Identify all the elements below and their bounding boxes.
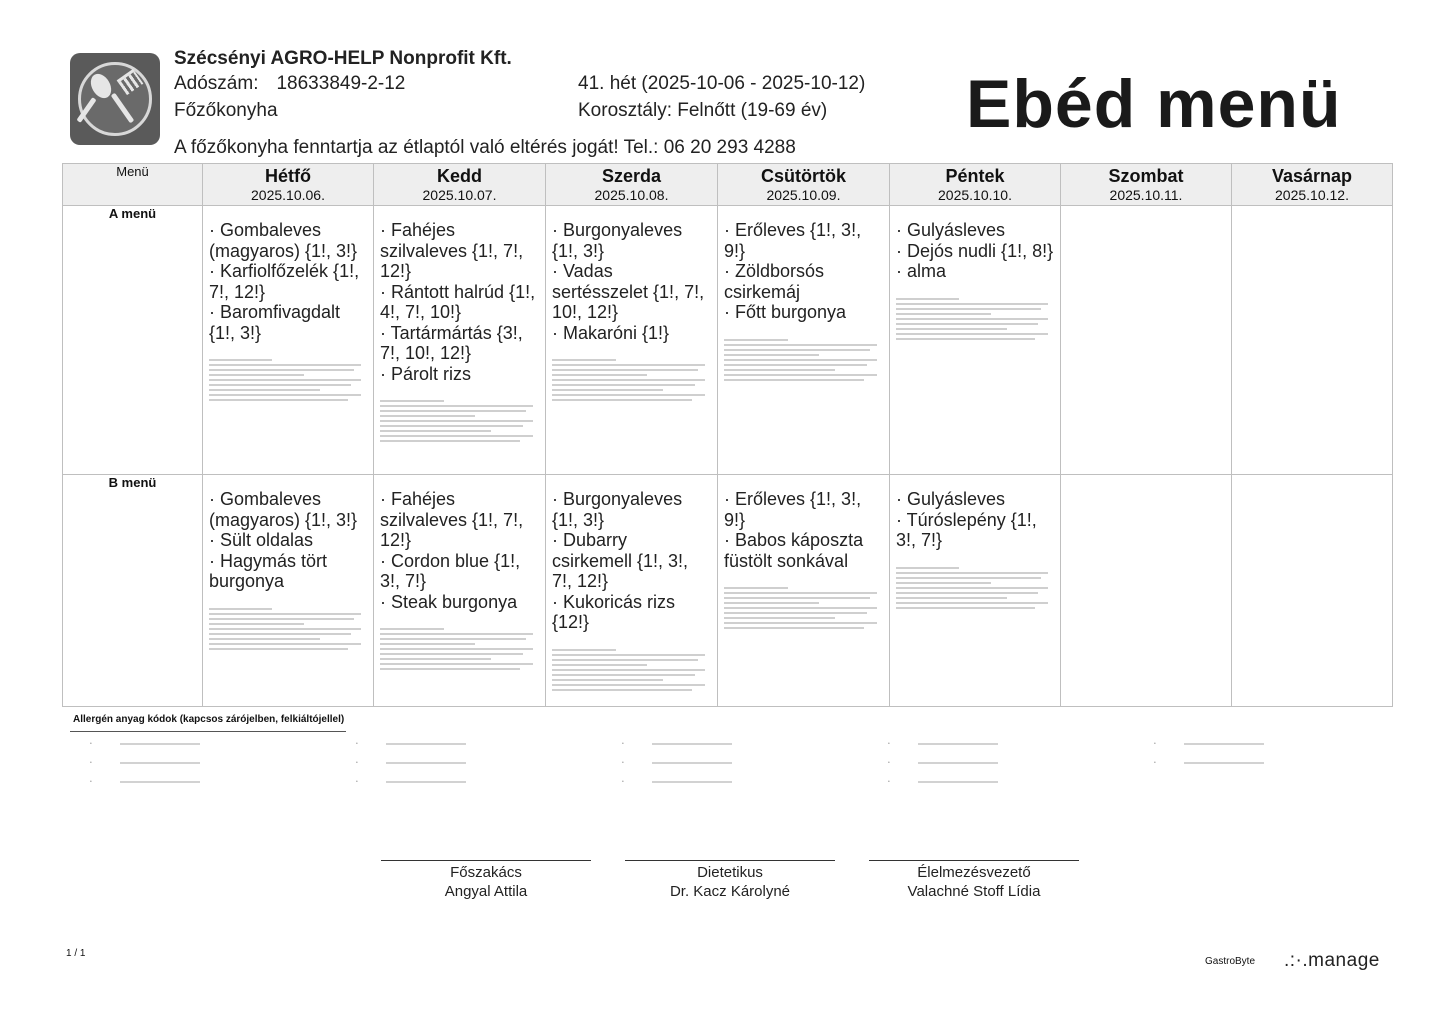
day-name: Csütörtök	[761, 166, 846, 186]
allergen-fineprint	[1184, 743, 1264, 745]
manage-logo: .:·.manage	[1284, 950, 1380, 971]
dish-item: · alma	[896, 261, 1054, 282]
allergen-fineprint	[386, 781, 466, 783]
signature-name: Angyal Attila	[444, 883, 528, 900]
dish-item: · Erőleves {1!, 3!, 9!}	[724, 489, 883, 530]
allergen-item	[1154, 734, 1420, 753]
week-range: 41. hét (2025-10-06 - 2025-10-12)	[578, 73, 866, 94]
day-header	[374, 164, 546, 206]
allergen-fineprint	[120, 743, 200, 745]
gastrobyte-logo: GastroByte	[1205, 956, 1256, 967]
menu-row-label: B menü	[63, 475, 203, 707]
allergen-icon: •	[622, 759, 624, 766]
day-header-row	[63, 164, 1393, 206]
dish-item: · Babos káposzta füstölt sonkával	[724, 530, 883, 571]
menu-cell	[546, 475, 718, 707]
dish-item: · Karfiolfőzelék {1!, 7!, 12!}	[209, 261, 367, 302]
allergen-icon: •	[356, 759, 358, 766]
signature-name: Dr. Kacz Károlyné	[669, 883, 791, 900]
allergen-item	[1154, 753, 1420, 772]
nutrition-fineprint	[896, 298, 1054, 340]
allergen-title: Allergén anyag kódok (kapcsos zárójelben, felkiáltójellel)	[73, 714, 345, 725]
dish-item: · Gombaleves (magyaros) {1!, 3!}	[209, 220, 367, 261]
dish-item: · Fahéjes szilvaleves {1!, 7!, 12!}	[380, 220, 539, 282]
allergen-icon: •	[888, 759, 890, 766]
allergen-item	[356, 753, 622, 772]
allergen-fineprint	[120, 781, 200, 783]
day-name: Szerda	[601, 166, 662, 186]
dish-item: · Erőleves {1!, 3!, 9!}	[724, 220, 883, 261]
signature-role: Élelmezésvezető	[917, 864, 1031, 881]
day-date: 2025.10.08.	[594, 187, 669, 203]
day-name: Hétfő	[265, 166, 311, 186]
dish-item: · Rántott halrúd {1!, 4!, 7!, 10!}	[380, 282, 539, 323]
day-header	[1232, 164, 1393, 206]
allergen-item	[622, 734, 888, 753]
menu-row	[63, 475, 1393, 707]
menu-cell	[718, 206, 890, 475]
allergen-item	[1154, 772, 1420, 791]
allergen-fineprint	[386, 743, 466, 745]
allergen-item	[888, 734, 1154, 753]
menu-cell	[374, 475, 546, 707]
dish-item: · Kukoricás rizs {12!}	[552, 592, 711, 633]
day-date: 2025.10.12.	[1275, 187, 1349, 203]
allergen-icon: •	[90, 759, 92, 766]
dish-item: · Sült oldalas	[209, 530, 367, 551]
nutrition-fineprint	[896, 567, 1054, 609]
menu-cell	[374, 206, 546, 475]
day-header	[718, 164, 890, 206]
dish-item: · Gombaleves (magyaros) {1!, 3!}	[209, 489, 367, 530]
page-number: 1 / 1	[66, 948, 86, 959]
allergen-icon: •	[622, 740, 624, 747]
nutrition-fineprint	[552, 649, 711, 691]
dish-item: · Dubarry csirkemell {1!, 3!, 7!, 12!}	[552, 530, 711, 592]
allergen-icon: •	[90, 778, 92, 785]
dish-item: · Cordon blue {1!, 3!, 7!}	[380, 551, 539, 592]
dish-item: · Gulyásleves	[896, 489, 1054, 510]
allergen-item	[356, 734, 622, 753]
day-date: 2025.10.07.	[422, 187, 497, 203]
dish-item: · Steak burgonya	[380, 592, 539, 613]
menu-cell	[203, 206, 374, 475]
dish-item: · Burgonyaleves {1!, 3!}	[552, 220, 711, 261]
allergen-icon: •	[1154, 759, 1156, 766]
menu-cell	[718, 475, 890, 707]
allergen-list	[90, 734, 1290, 791]
company-name: Szécsényi AGRO-HELP Nonprofit Kft.	[174, 48, 512, 69]
menu-row-label: A menü	[63, 206, 203, 475]
allergen-fineprint	[652, 781, 732, 783]
dish-item: · Hagymás tört burgonya	[209, 551, 367, 592]
menu-cell	[890, 206, 1061, 475]
signature-name: Valachné Stoff Lídia	[907, 883, 1041, 900]
tax-value: 18633849-2-12	[276, 73, 406, 94]
menu-row	[63, 206, 1393, 475]
allergen-fineprint	[918, 762, 998, 764]
dish-item: · Makaróni {1!}	[552, 323, 711, 344]
dish-item: · Tartármártás {3!, 7!, 10!, 12!}	[380, 323, 539, 364]
nutrition-fineprint	[209, 359, 367, 401]
menu-cell	[1061, 475, 1232, 707]
day-header	[890, 164, 1061, 206]
dish-item: · Túróslepény {1!, 3!, 7!}	[896, 510, 1054, 551]
dish-item: · Főtt burgonya	[724, 302, 883, 323]
dish-item: · Zöldborsós csirkemáj	[724, 261, 883, 302]
menu-cell	[1061, 206, 1232, 475]
nutrition-fineprint	[724, 339, 883, 381]
signature-catering-manager	[869, 860, 1079, 901]
day-date: 2025.10.10.	[938, 187, 1012, 203]
allergen-fineprint	[652, 762, 732, 764]
dish-item: · Baromfivagdalt {1!, 3!}	[209, 302, 367, 343]
day-date: 2025.10.11.	[1109, 187, 1183, 203]
allergen-icon: •	[356, 778, 358, 785]
notice-text: A főzőkonyha fenntartja az étlaptól való eltérés jogát! Tel.: 06 20 293 4288	[174, 137, 796, 158]
tax-number	[174, 73, 405, 95]
allergen-item	[356, 772, 622, 791]
allergen-item	[888, 772, 1154, 791]
day-name: Szombat	[1108, 166, 1184, 186]
allergen-fineprint	[1184, 762, 1264, 764]
dish-item: · Fahéjes szilvaleves {1!, 7!, 12!}	[380, 489, 539, 551]
allergen-item	[622, 772, 888, 791]
menu-cell	[1232, 475, 1393, 707]
nutrition-fineprint	[552, 359, 711, 401]
allergen-icon: •	[356, 740, 358, 747]
menu-cell	[890, 475, 1061, 707]
nutrition-fineprint	[724, 587, 883, 629]
allergen-fineprint	[120, 762, 200, 764]
day-name: Vasárnap	[1271, 166, 1353, 186]
allergen-icon: •	[622, 778, 624, 785]
day-header	[546, 164, 718, 206]
divider	[70, 731, 346, 732]
menu-cell	[546, 206, 718, 475]
signature-role: Dietetikus	[697, 864, 763, 881]
spoon-fork-icon	[70, 53, 160, 145]
allergen-icon: •	[888, 778, 890, 785]
menu-cell	[1232, 206, 1393, 475]
nutrition-fineprint	[380, 628, 539, 670]
menu-table	[62, 163, 1393, 707]
dish-item: · Burgonyaleves {1!, 3!}	[552, 489, 711, 530]
allergen-fineprint	[652, 743, 732, 745]
allergen-item	[90, 753, 356, 772]
day-header	[1061, 164, 1232, 206]
day-name: Kedd	[437, 166, 482, 186]
allergen-item	[888, 753, 1154, 772]
allergen-item	[90, 772, 356, 791]
dish-item: · Gulyásleves	[896, 220, 1054, 241]
allergen-fineprint	[386, 762, 466, 764]
menu-cell	[203, 475, 374, 707]
allergen-fineprint	[918, 743, 998, 745]
day-header	[203, 164, 374, 206]
dish-item: · Párolt rizs	[380, 364, 539, 385]
nutrition-fineprint	[209, 608, 367, 650]
day-date: 2025.10.09.	[766, 187, 841, 203]
page-title: Ebéd menü	[966, 66, 1342, 142]
dish-item: · Vadas sertésszelet {1!, 7!, 10!, 12!}	[552, 261, 711, 323]
day-date: 2025.10.06.	[251, 187, 325, 203]
allergen-icon: •	[1154, 740, 1156, 747]
allergen-item	[622, 753, 888, 772]
signature-role: Főszakács	[450, 864, 522, 881]
day-name: Péntek	[945, 166, 1005, 186]
menu-column-header: Menü	[63, 164, 203, 206]
allergen-item	[90, 734, 356, 753]
signature-chef	[381, 860, 591, 901]
allergen-fineprint	[918, 781, 998, 783]
dish-item: · Dejós nudli {1!, 8!}	[896, 241, 1054, 262]
tax-label: Adószám:	[174, 73, 259, 94]
kitchen-label: Főzőkonyha	[174, 100, 278, 121]
age-group: Korosztály: Felnőtt (19-69 év)	[578, 100, 828, 121]
nutrition-fineprint	[380, 400, 539, 442]
allergen-icon: •	[90, 740, 92, 747]
allergen-icon: •	[888, 740, 890, 747]
signature-dietitian	[625, 860, 835, 901]
